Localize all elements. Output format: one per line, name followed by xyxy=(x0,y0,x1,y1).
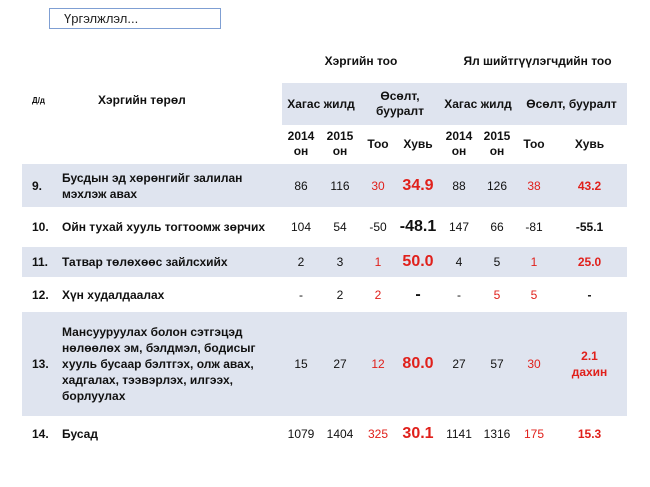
header-percent-1: Хувь xyxy=(403,136,433,151)
row-number: 9. xyxy=(22,163,58,207)
cell-count-2015: 27 xyxy=(320,312,360,416)
continuation-label: Үргэлжлэл... xyxy=(49,8,221,29)
cell-count-2015: 54 xyxy=(320,207,360,247)
cell-count-2014: - xyxy=(282,277,320,312)
table-row xyxy=(22,207,627,247)
crime-statistics-table xyxy=(22,38,627,452)
cell-count-change: -50 xyxy=(360,207,396,247)
cell-count-change: 12 xyxy=(360,312,396,416)
row-number: 11. xyxy=(22,247,58,277)
cell-convicted-2015: 5 xyxy=(478,247,516,277)
cell-convicted-2015: 66 xyxy=(478,207,516,247)
cell-convicted-2014: 147 xyxy=(440,207,478,247)
cell-count-2015: 1404 xyxy=(320,416,360,452)
cell-convicted-2015: 5 xyxy=(478,277,516,312)
cell-count-change: 325 xyxy=(360,416,396,452)
cell-convicted-percent: 25.0 xyxy=(552,247,627,277)
table-row xyxy=(22,312,627,416)
header-count-1: Тоо xyxy=(367,136,389,151)
table-row xyxy=(22,163,627,207)
cell-convicted-2015: 126 xyxy=(478,163,516,207)
header-change-2: Өсөлт, бууралт xyxy=(516,83,627,125)
header-crime-count: Хэргийн тоо xyxy=(324,53,398,68)
header-count-2: Тоо xyxy=(523,136,545,151)
cell-convicted-change: 38 xyxy=(516,163,552,207)
crime-type: Татвар төлөхөөс зайлсхийх xyxy=(58,247,282,277)
header-half-year-2: Хагас жилд xyxy=(440,83,516,125)
cell-count-percent: 34.9 xyxy=(396,163,440,207)
cell-convicted-percent: 2.1 дахин xyxy=(552,312,627,416)
cell-count-change: 1 xyxy=(360,247,396,277)
cell-convicted-change: 5 xyxy=(516,277,552,312)
cell-count-percent: -48.1 xyxy=(396,207,440,247)
cell-convicted-change: 175 xyxy=(516,416,552,452)
cell-count-percent: 50.0 xyxy=(396,247,440,277)
crime-type: Бусад xyxy=(58,416,282,452)
cell-convicted-change: 30 xyxy=(516,312,552,416)
cell-count-percent: 80.0 xyxy=(396,312,440,416)
cell-convicted-2014: 1141 xyxy=(440,416,478,452)
header-change-1: Өсөлт, бууралт xyxy=(360,83,440,125)
cell-count-2015: 2 xyxy=(320,277,360,312)
header-half-year-1: Хагас жилд xyxy=(282,83,360,125)
cell-convicted-change: 1 xyxy=(516,247,552,277)
cell-count-2014: 2 xyxy=(282,247,320,277)
cell-convicted-percent: -55.1 xyxy=(552,207,627,247)
cell-convicted-2014: 88 xyxy=(440,163,478,207)
header-2015-2: 2015 он xyxy=(483,128,511,158)
cell-count-2015: 116 xyxy=(320,163,360,207)
row-number: 12. xyxy=(22,277,58,312)
cell-count-change: 30 xyxy=(360,163,396,207)
cell-convicted-2015: 57 xyxy=(478,312,516,416)
header-2014-2: 2014 он xyxy=(445,128,473,158)
cell-count-2014: 1079 xyxy=(282,416,320,452)
crime-type: Хүн худалдаалах xyxy=(58,277,282,312)
cell-count-2015: 3 xyxy=(320,247,360,277)
row-number: 10. xyxy=(22,207,58,247)
cell-count-percent: - xyxy=(396,277,440,312)
header-dd: Д/д xyxy=(32,95,45,105)
cell-count-change: 2 xyxy=(360,277,396,312)
header-convicted-count: Ял шийтгүүлэгчдийн тоо xyxy=(463,53,612,68)
cell-convicted-2014: 27 xyxy=(440,312,478,416)
cell-convicted-change: -81 xyxy=(516,207,552,247)
cell-convicted-2014: 4 xyxy=(440,247,478,277)
row-number: 13. xyxy=(22,312,58,416)
cell-count-2014: 104 xyxy=(282,207,320,247)
cell-count-2014: 15 xyxy=(282,312,320,416)
header-percent-2: Хувь xyxy=(574,136,605,151)
header-crime-type: Хэргийн төрөл xyxy=(98,93,186,107)
crime-type: Ойн тухай хууль тогтоомж зөрчих xyxy=(58,207,282,247)
cell-convicted-percent: - xyxy=(552,277,627,312)
table-row xyxy=(22,416,627,452)
cell-count-2014: 86 xyxy=(282,163,320,207)
row-number: 14. xyxy=(22,416,58,452)
table-row xyxy=(22,247,627,277)
crime-type: Бусдын эд хөрөнгийг залилан мэхлэж авах xyxy=(58,163,282,207)
cell-convicted-percent: 43.2 xyxy=(552,163,627,207)
cell-convicted-2015: 1316 xyxy=(478,416,516,452)
cell-convicted-2014: - xyxy=(440,277,478,312)
header-2014-1: 2014 он xyxy=(287,128,315,158)
crime-type: Мансууруулах болон сэтгэцэд нөлөөлөх эм, бэлдмэл, бодисыг хууль бусаар бэлтгэх, олж авах, хадгалах, тээвэрлэх, илгээх, борлуулах xyxy=(58,312,282,416)
cell-count-percent: 30.1 xyxy=(396,416,440,452)
header-2015-1: 2015 он xyxy=(326,128,354,158)
table-row xyxy=(22,277,627,312)
cell-convicted-percent: 15.3 xyxy=(552,416,627,452)
